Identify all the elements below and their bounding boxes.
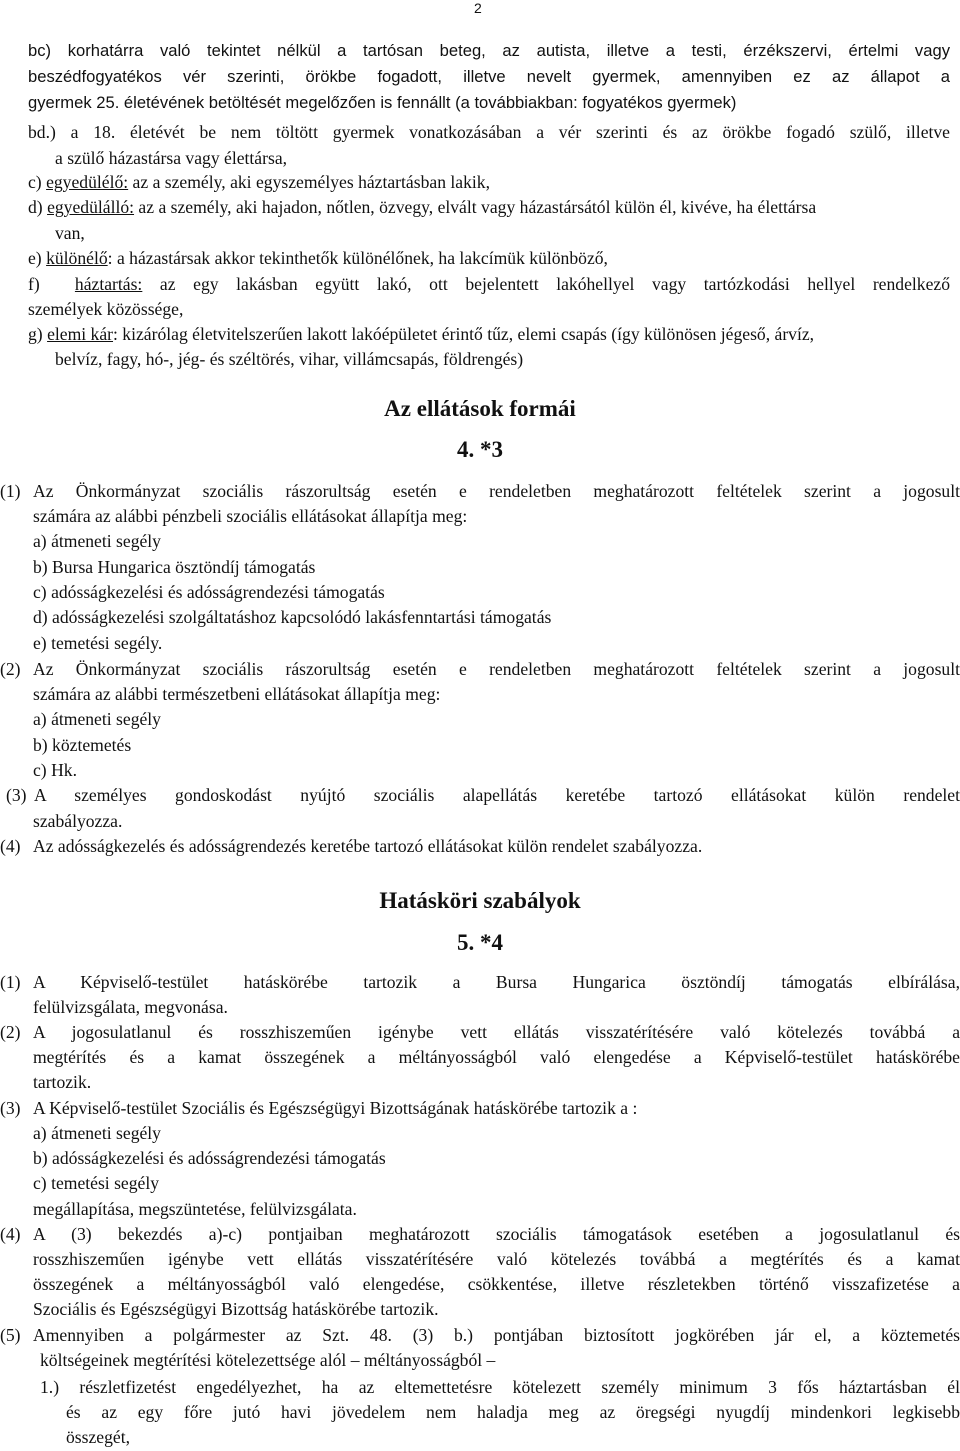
text-line: összegét, [66, 1427, 131, 1447]
list-item: c) adósságkezelési és adósságrendezési támogatás [33, 582, 385, 602]
text-line: Szociális és Egészségügyi Bizottság hatáskörébe tartozik. [33, 1299, 439, 1319]
term: háztartás: [74, 274, 143, 294]
definition-c: c) egyedülélő: az a személy, aki egyszemélyes háztartásban lakik, [28, 172, 490, 192]
paragraph-2: (2) Az Önkormányzat szociális rászorultság esetén e rendeletben meghatározott feltételek szerint a jogosult [0, 659, 960, 679]
text-line: tartozik. [33, 1072, 92, 1092]
list-item: d) adósságkezelési szolgáltatáshoz kapcsolódó lakásfenntartási támogatás [33, 607, 552, 627]
list-item: b) Bursa Hungarica ösztöndíj támogatás [33, 557, 316, 577]
text-line: felülvizsgálata, megvonása. [33, 997, 228, 1017]
text-line: a szülő házastársa vagy élettársa, [55, 148, 288, 168]
text-line: bc) korhatárra való tekintet nélkül a tartósan beteg, az autista, illetve a testi, érzékszervi, értelmi vagy [28, 41, 950, 60]
text-line: megtérítés és a kamat összegének a méltányosságból való elengedése a Képviselő-testület hatáskörébe [33, 1047, 960, 1067]
text-line: költségeinek megtérítési kötelezettsége alól – méltányosságból – [40, 1350, 496, 1370]
definition-text: az a személy, aki egyszemélyes háztartásban lakik, [128, 172, 490, 192]
definition-text: : a házastársak akkor tekinthetők különélőnek, ha lakcímük különböző, [107, 248, 608, 268]
definition-d: d) egyedülálló: az a személy, aki hajadon, nőtlen, özvegy, elvált vagy házastársától külön él, kivéve, ha élettársa [28, 197, 817, 217]
paragraph-4: (4) Az adósságkezelés és adósságrendezés keretébe tartozó ellátásokat külön rendelet szabályozza. [0, 836, 703, 856]
list-item: c) temetési segély [33, 1173, 160, 1193]
section-number: 5. *4 [457, 930, 503, 955]
text-line: számára az alábbi természetbeni ellátásokat állapítja meg: [33, 684, 441, 704]
text-line: gyermek 25. életévének betöltését megelőzően is fennállt (a továbbiakban: fogyatékos gyermek) [28, 93, 737, 112]
list-item: b) köztemetés [33, 735, 132, 755]
list-item: c) Hk. [33, 760, 77, 780]
list-item: a) átmeneti segély [33, 1123, 161, 1143]
text-line: megállapítása, megszüntetése, felülvizsgálata. [33, 1199, 357, 1219]
definition-text: az egy lakásban együtt lakó, ott bejelentett lakóhellyel vagy tartózkodási hellyel rendelkező [142, 274, 950, 294]
paragraph-5-2: (2) A jogosulatlanul és rosszhiszeműen igénybe vett ellátás visszatérítésére való kötelezés továbbá a [0, 1022, 960, 1042]
list-item: a) átmeneti segély [33, 531, 161, 551]
text-line: belvíz, fagy, hó-, jég- és széltörés, vihar, villámcsapás, földrengés) [55, 349, 524, 369]
section-heading: Az ellátások formái [384, 396, 576, 421]
text-line: személyek közössége, [28, 299, 184, 319]
text-line: összegének a méltányosságból való elengedése, csökkentése, illetve részletekben történő visszafizetése a [33, 1274, 960, 1294]
paragraph-5-1: (1) A Képviselő-testület hatáskörébe tartozik a Bursa Hungarica ösztöndíj támogatás elbírálása, [0, 972, 960, 992]
text-line: szabályozza. [33, 811, 123, 831]
list-item: e) temetési segély. [33, 633, 163, 653]
definition-e: e) különélő: a házastársak akkor tekinthetők különélőnek, ha lakcímük különböző, [28, 248, 608, 268]
section-heading: Hatásköri szabályok [379, 888, 581, 913]
paragraph-3: (3) A személyes gondoskodást nyújtó szociális alapellátás keretébe tartozó ellátásokat külön rendelet [6, 785, 960, 805]
term: különélő [46, 248, 108, 268]
section-number: 4. *3 [457, 437, 503, 462]
term: egyedülélő: [46, 172, 129, 192]
paragraph-5-5: (5) Amennyiben a polgármester az Szt. 48. (3) b.) pontjában biztosított jogkörében jár el, a köztemetés [0, 1325, 960, 1345]
text-line: számára az alábbi pénzbeli szociális ellátásokat állapítja meg: [33, 506, 468, 526]
text-line: van, [55, 223, 85, 243]
text-line: beszédfogyatékos vér szerinti, örökbe fogadott, illetve nevelt gyermek, amennyiben ez az állapot a [28, 67, 950, 86]
text-line: rosszhiszeműen igénybe vett ellátás visszatérítésére való kötelezés továbbá a megtérítés és a kamat [33, 1249, 960, 1269]
paragraph-1: (1) Az Önkormányzat szociális rászorultság esetén e rendeletben meghatározott feltételek szerint a jogosult [0, 481, 960, 501]
definition-g: g) elemi kár: kizárólag életvitelszerűen lakott lakóépületet érintő tűz, elemi csapás (így különösen jégeső, árvíz, [28, 324, 815, 344]
list-item: b) adósságkezelési és adósságrendezési támogatás [33, 1148, 386, 1168]
definition-text: az a személy, aki hajadon, nőtlen, özvegy, elvált vagy házastársától külön él, kivéve, ha élettársa [134, 197, 817, 217]
page-number: 2 [474, 0, 482, 16]
paragraph-5-4: (4) A (3) bekezdés a)-c) pontjaiban meghatározott szociális támogatások esetében a jogosulatlanul és [0, 1224, 960, 1244]
term: elemi kár [47, 324, 114, 344]
term: egyedülálló: [47, 197, 135, 217]
definition-f: f) háztartás: az egy lakásban együtt lakó, ott bejelentett lakóhellyel vagy tartózkodási hellyel rendelkező [28, 274, 950, 294]
definition-text: : kizárólag életvitelszerűen lakott lakóépületet érintő tűz, elemi csapás (így különösen jégeső, árvíz, [113, 324, 815, 344]
text-line: bd.) a 18. életévét be nem töltött gyermek vonatkozásában a vér szerinti és az örökbe fogadó szülő, illetve [28, 122, 950, 142]
list-item: a) átmeneti segély [33, 709, 161, 729]
text-line: és az egy főre jutó havi jövedelem nem haladja meg az öregségi nyugdíj mindenkori legkisebb [66, 1402, 960, 1422]
subpoint-1: 1.) részletfizetést engedélyezhet, ha az eltemettetésre kötelezett személy minimum 3 fős háztartásban él [40, 1377, 960, 1397]
paragraph-5-3: (3) A Képviselő-testület Szociális és Egészségügyi Bizottságának hatáskörébe tartozik a : [0, 1098, 638, 1118]
